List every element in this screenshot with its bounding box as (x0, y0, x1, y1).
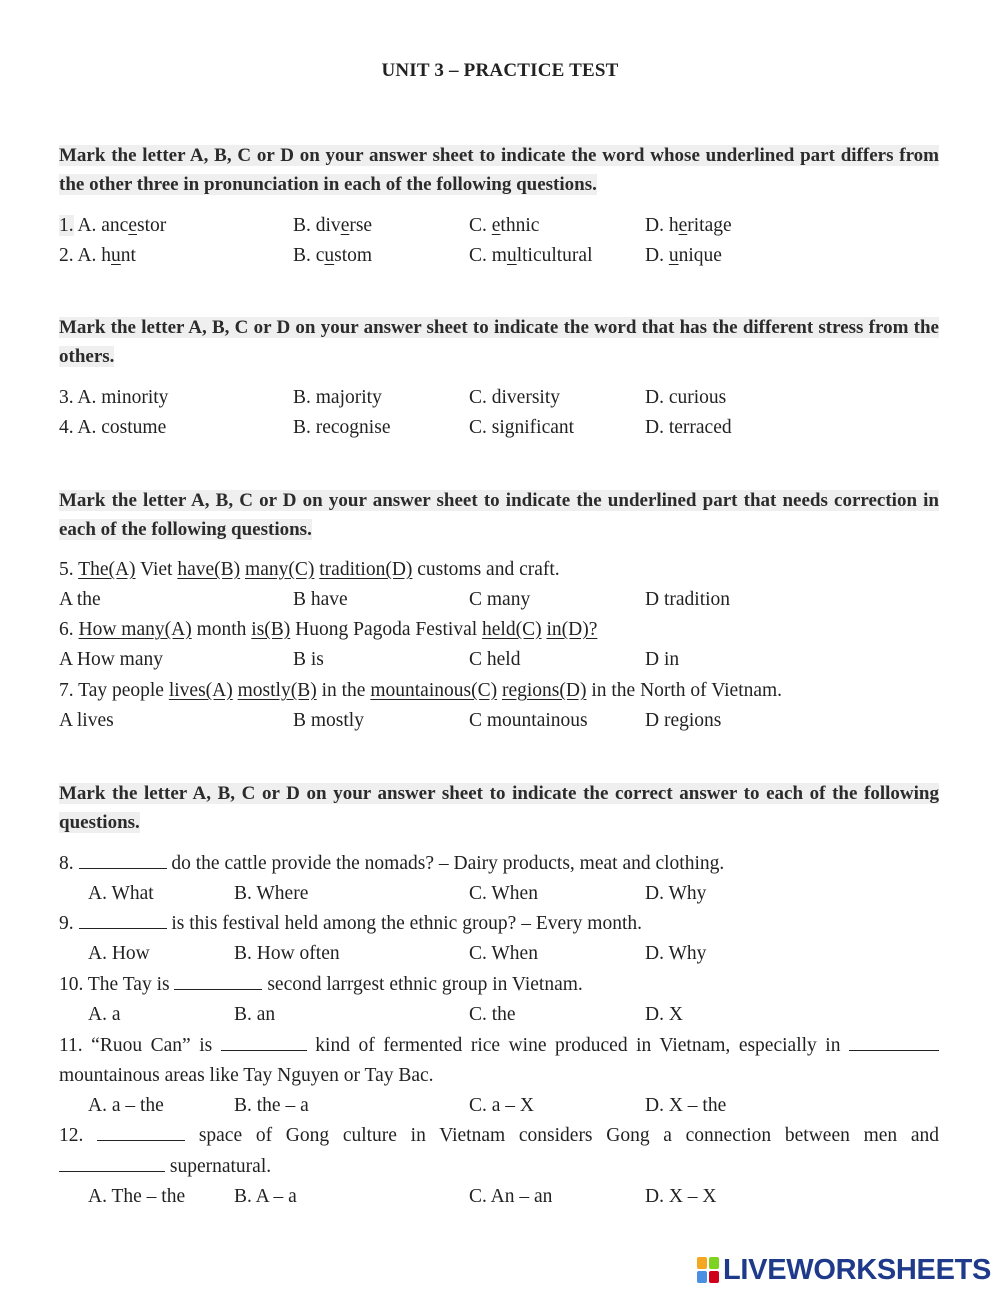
logo-square-icon (697, 1271, 707, 1283)
question-6-sentence: 6. How many(A) month is(B) Huong Pagoda Festival held(C) in(D)? (59, 619, 598, 640)
question-9-options: A. How B. How often C. When D. Why (88, 943, 707, 964)
question-7-sentence: 7. Tay people lives(A) mostly(B) in the mountainous(C) regions(D) in the North of Vietnam. (59, 680, 783, 701)
answer-blank[interactable] (79, 910, 167, 929)
liveworksheets-logo-icon (697, 1257, 719, 1283)
question-6-options: A How many B is C held D in (59, 649, 680, 670)
question-8-sentence: 8. do the cattle provide the nomads? – Dairy products, meat and clothing. (59, 849, 939, 879)
answer-blank[interactable] (221, 1032, 307, 1051)
instruction-error-correction: Mark the letter A, B, C or D on your answer sheet to indicate the underlined part that needs correction in each of the following questions. (59, 490, 939, 540)
question-12-sentence-line2: supernatural. (59, 1152, 939, 1182)
question-3: 3. A. minority B. majority C. diversity D. curious (59, 387, 727, 408)
question-12-options: A. The – the B. A – a C. An – an D. X – X (88, 1186, 717, 1207)
question-11-options: A. a – the B. the – a C. a – X D. X – the (88, 1095, 727, 1116)
question-9-sentence: 9. is this festival held among the ethnic group? – Every month. (59, 909, 939, 939)
question-11-sentence-line2: mountainous areas like Tay Nguyen or Tay Bac. (59, 1065, 434, 1086)
question-10-options: A. a B. an C. the D. X (88, 1004, 683, 1025)
logo-square-icon (697, 1257, 707, 1269)
question-8-options: A. What B. Where C. When D. Why (88, 883, 707, 904)
answer-blank[interactable] (97, 1122, 185, 1141)
instruction-stress: Mark the letter A, B, C or D on your answer sheet to indicate the word that has the different stress from the others. (59, 317, 939, 367)
liveworksheets-logo (697, 1254, 991, 1286)
brand-name: LIVEWORKSHEETS (723, 1253, 992, 1286)
answer-blank[interactable] (174, 971, 262, 990)
question-5-options: A the B have C many D tradition (59, 589, 731, 610)
page-title: UNIT 3 – PRACTICE TEST (381, 60, 619, 81)
question-12-sentence: 12. space of Gong culture in Vietnam considers Gong a connection between men and (59, 1121, 939, 1151)
instruction-pronunciation: Mark the letter A, B, C or D on your answer sheet to indicate the word whose underlined part differs from the other three in pronunciation in each of the following questions. (59, 145, 939, 195)
question-10-sentence: 10. The Tay is second larrgest ethnic group in Vietnam. (59, 970, 939, 1000)
question-4: 4. A. costume B. recognise C. significant D. terraced (59, 417, 732, 438)
answer-blank[interactable] (59, 1153, 165, 1172)
logo-square-icon (709, 1257, 719, 1269)
question-7-options: A lives B mostly C mountainous D regions (59, 710, 722, 731)
logo-square-icon (709, 1271, 719, 1283)
answer-blank[interactable] (79, 850, 167, 869)
answer-blank[interactable] (849, 1032, 939, 1051)
question-1: 1. A. ancestor B. diverse C. ethnic D. heritage (59, 215, 732, 236)
question-5-sentence: 5. The(A) Viet have(B) many(C) tradition(D) customs and craft. (59, 559, 560, 580)
instruction-correct-answer: Mark the letter A, B, C or D on your answer sheet to indicate the correct answer to each of the following questions. (59, 783, 939, 833)
question-11-sentence: 11. “Ruou Can” is kind of fermented rice wine produced in Vietnam, especially in (59, 1031, 939, 1061)
question-2: 2. A. hunt B. custom C. multicultural D. unique (59, 245, 722, 266)
